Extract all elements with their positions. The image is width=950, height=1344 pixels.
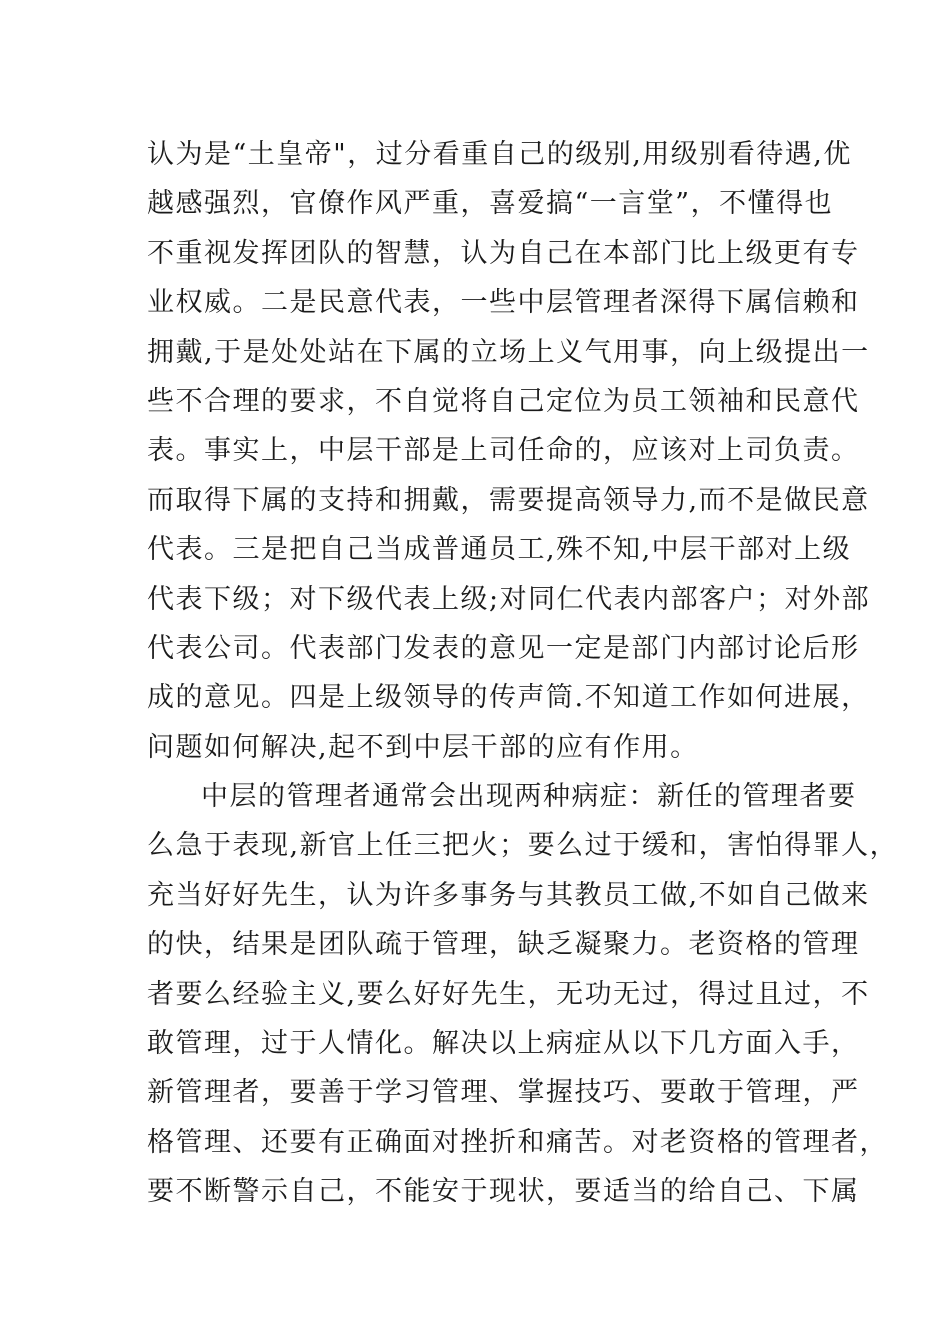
text-line: 业权威。二是民意代表，一些中层管理者深得下属信赖和 <box>147 287 860 319</box>
text-line: 越感强烈，官僚作风严重，喜爱搞“一言堂”，不懂得也 <box>147 188 834 220</box>
paragraph-first-line: 中层的管理者通常会出现两种病症：新任的管理者要 <box>201 781 857 813</box>
text-line: 认为是“土皇帝"，过分看重自己的级别,用级别看待遇,优 <box>147 139 852 170</box>
text-line: 些不合理的要求，不自觉将自己定位为员工领袖和民意代 <box>147 385 860 417</box>
text-line: 代表。三是把自己当成普通员工,殊不知,中层干部对上级 <box>147 534 852 566</box>
text-line: 么急于表现,新官上任三把火；要么过于缓和，害怕得罪人， <box>147 830 899 862</box>
text-line: 问题如何解决,起不到中层干部的应有作用。 <box>147 731 699 763</box>
text-line: 而取得下属的支持和拥戴，需要提高领导力,而不是做民意 <box>147 484 870 516</box>
text-line: 要不断警示自己，不能安于现状，要适当的给自己、下属 <box>147 1176 860 1208</box>
text-line: 的快，结果是团队疏于管理，缺乏凝聚力。老资格的管理 <box>147 929 860 961</box>
text-line: 拥戴,于是处处站在下属的立场上义气用事，向上级提出一 <box>147 336 870 368</box>
text-line: 代表下级；对下级代表上级;对同仁代表内部客户；对外部 <box>147 583 871 615</box>
text-line: 成的意见。四是上级领导的传声筒.不知道工作如何进展， <box>147 682 870 714</box>
text-line: 者要么经验主义,要么好好先生，无功无过，得过且过，不 <box>147 978 870 1010</box>
text-line: 充当好好先生，认为许多事务与其教员工做,不如自己做来 <box>147 879 870 911</box>
text-line: 不重视发挥团队的智慧，认为自己在本部门比上级更有专 <box>147 237 860 269</box>
text-line: 代表公司。代表部门发表的意见一定是部门内部讨论后形 <box>147 632 860 664</box>
text-line: 格管理、还要有正确面对挫折和痛苦。对老资格的管理者， <box>147 1126 888 1158</box>
text-line: 新管理者，要善于学习管理、掌握技巧、要敢于管理，严 <box>147 1077 860 1109</box>
document-body <box>147 130 899 1217</box>
text-line: 敢管理，过于人情化。解决以上病症从以下几方面入手， <box>147 1028 860 1060</box>
text-line: 表。事实上，中层干部是上司任命的，应该对上司负责。 <box>147 435 860 467</box>
